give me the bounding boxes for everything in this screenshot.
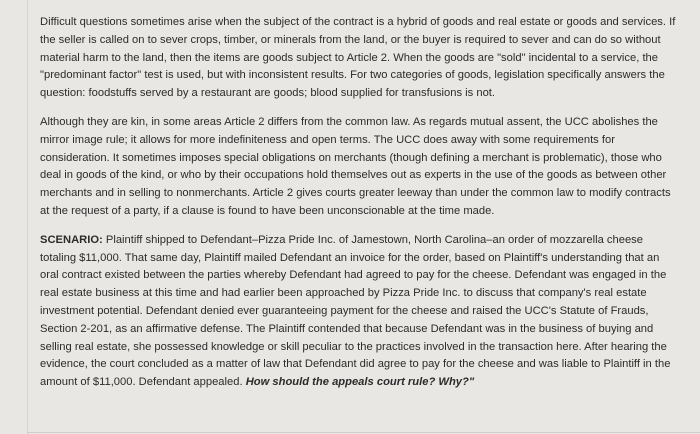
paragraph-spacer bbox=[40, 103, 680, 114]
paragraph-article-2-differences: Although they are kin, in some areas Article 2 differs from the common law. As regards mutual assent, the UCC abolishes the mirror image rule; it allows for more indefiniteness and open terms. The UCC does away with some requirements for consideration. It sometimes imposes special obligations on merchants (though defining a merchant is problematic), those who deal in goods of the kind, or who by their occupations hold themselves out as experts in the use of the goods as between other merchants and in selling to nonmerchants. Article 2 gives courts greater leeway than under the common law to modify contracts at the request of a party, if a clause is found to have been unconscionable at the time made. bbox=[40, 115, 671, 217]
scenario-label: SCENARIO: bbox=[40, 233, 103, 246]
scenario-question: How should the appeals court rule? Why?" bbox=[245, 376, 475, 389]
scenario-body: Plaintiff shipped to Defendant–Pizza Pride Inc. of Jamestown, North Carolina–an order of mozzarella cheese totaling $11,000. That same day, Plaintiff mailed Defendant an invoice for the order, based on Plaintiff's understanding that an oral contract existed between the parties whereby Defendant had agreed to pay for the cheese. Defendant was engaged in the real estate business at this time and had earlier been approached by Pizza Pride Inc. to discuss that company's real estate investment potential. Defendant denied ever guaranteeing payment for the cheese and raised the UCC's Statute of Frauds, Section 2-201, as an affirmative defense. The Plaintiff contended that because Defendant was in the business of buying and selling real estate, she possessed knowledge or skill peculiar to the practices involved in the transaction here. After hearing the evidence, the court concluded as a matter of law that Defendant did agree to pay for the cheese and was liable to Plaintiff in the amount of $11,000. Defendant appealed. bbox=[40, 233, 671, 389]
paragraph-scenario bbox=[40, 232, 680, 392]
bottom-border bbox=[27, 432, 700, 433]
paragraph-spacer bbox=[40, 221, 680, 232]
left-border bbox=[27, 0, 28, 434]
paragraph-hybrid-goods: Difficult questions sometimes arise when the subject of the contract is a hybrid of goods and real estate or goods and services. If the seller is called on to sever crops, timber, or minerals from the land, or the buyer is required to sever and can do so without material harm to the land, then the items are goods subject to Article 2. When the goods are "sold" incidental to a service, the "predominant factor" test is used, but with inconsistent results. For two categories of goods, legislation specifically answers the question: foodstuffs served by a restaurant are goods; blood supplied for transfusions is not. bbox=[40, 16, 676, 100]
